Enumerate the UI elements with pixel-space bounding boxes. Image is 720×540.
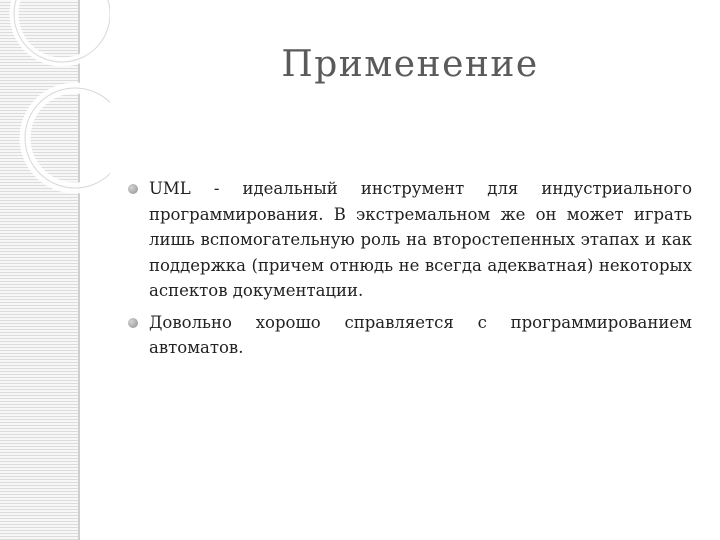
bullet-dot-icon — [128, 318, 138, 328]
bullet-text: Довольно хорошо справляется с программированием автоматов. — [149, 312, 692, 357]
list-item — [128, 310, 692, 361]
bullet-dot-icon — [128, 184, 138, 194]
slide-title: Применение — [281, 44, 539, 85]
bullet-text: UML - идеальный инструмент для индустриального программирования. В экстремальном же он может играть лишь вспомогательную роль на второстепенных этапах и как поддержка (причем отнюдь не всегда адекватная) некоторых аспектов документации. — [149, 179, 692, 300]
bullet-list — [128, 176, 692, 367]
list-item — [128, 176, 692, 304]
circle-arcs-icon — [0, 0, 110, 230]
